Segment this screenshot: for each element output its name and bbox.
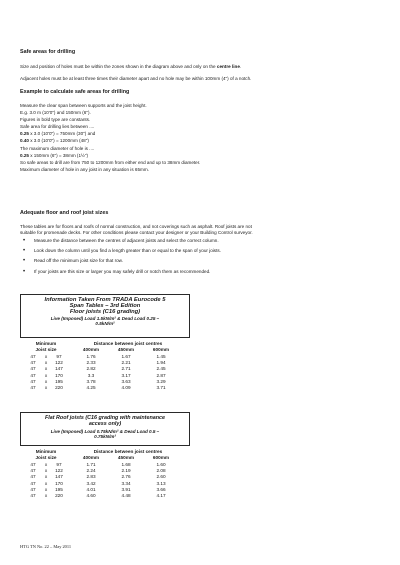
safe-areas-heading: Safe areas for drilling	[20, 49, 76, 55]
joist-sizes-heading: Adequate floor and roof joist sizes	[20, 210, 109, 216]
joist-width-cell: 47	[30, 487, 36, 492]
span-cell-450mm: 2.21	[121, 360, 131, 366]
span-cell-450mm: 2.76	[121, 474, 131, 480]
joist-depth-cell: 170	[55, 480, 63, 486]
column-header-joist-size: Joist size	[35, 455, 57, 461]
span-cell-450mm: 3.63	[121, 379, 131, 384]
span-cell-600mm: 4.17	[156, 493, 166, 499]
example-line	[20, 152, 200, 159]
column-header-spacing: 450mm	[117, 347, 135, 353]
span-cell-450mm: 3.17	[121, 372, 131, 378]
joist-depth-cell: 220	[55, 385, 63, 391]
span-cell-600mm: 3.29	[156, 379, 166, 384]
floor-joists-title: Floor joists (C16 grading)	[69, 309, 141, 315]
times-symbol: x	[44, 487, 48, 492]
example-calculation	[20, 102, 200, 173]
span-cell-600mm: 1.60	[156, 461, 166, 467]
span-cell-450mm: 1.68	[121, 461, 131, 467]
span-cell-400mm: 4.60	[86, 493, 96, 499]
constant-value: 0.25	[20, 152, 29, 158]
floor-load-text: Live (Imposed) Load 1.5kN/m² & Dead Load 0.25 –	[50, 316, 160, 321]
span-cell-600mm: 3.13	[156, 480, 166, 486]
joist-depth-cell: 147	[55, 474, 63, 480]
instruction-item: • Read off the minimum joist size for that row.	[22, 258, 382, 268]
example-line: Maximum diameter of hole in any joist in any situation is 65mm.	[20, 166, 149, 172]
times-symbol: x	[44, 480, 48, 486]
safe-areas-paragraph-2: Adjacent holes must be at least three times their diameter apart and no hole may be within 100mm (4") of a notch.	[20, 76, 252, 81]
example-heading: Example to calculate safe areas for drilling	[20, 89, 130, 95]
example-text: x 3.0 (10'0") = 750mm (30") and	[28, 131, 96, 137]
roof-load-text-2: 0.75kN/m²	[94, 434, 116, 439]
source-title: Information Taken From TRADA Eurocode 5	[44, 297, 166, 303]
span-cell-400mm: 2.82	[86, 366, 96, 372]
times-symbol: x	[44, 385, 48, 391]
joist-depth-cell: 147	[55, 366, 63, 372]
document-footer: HTG TN No. 22 – May 2011	[20, 544, 72, 549]
joist-depth-cell: 195	[55, 487, 63, 492]
joist-depth-cell: 122	[55, 468, 63, 474]
span-cell-450mm: 2.19	[121, 468, 131, 474]
joist-depth-cell: 170	[55, 372, 63, 378]
span-cell-600mm: 3.71	[156, 385, 166, 391]
span-cell-400mm: 2.83	[86, 474, 96, 480]
span-cell-600mm: 2.08	[156, 468, 166, 474]
example-text: x 150mm (6") = 38mm (1½")	[28, 152, 88, 158]
roof-load-text: Live (Imposed) Load 0.75kN/m² & Dead Load 0.5 –	[50, 429, 160, 434]
joist-width-cell: 47	[30, 379, 36, 384]
span-cell-400mm: 3.3	[87, 372, 95, 378]
joist-width-cell: 47	[30, 480, 36, 486]
instruction-item: • Measure the distance between the centres of adjacent joists and select the correct column.	[22, 238, 382, 248]
times-symbol: x	[44, 493, 48, 499]
column-header-spacing: 600mm	[152, 455, 170, 461]
joist-width-cell: 47	[30, 461, 36, 467]
joist-width-cell: 47	[30, 493, 36, 499]
column-header-spacing: 400mm	[82, 455, 100, 461]
times-symbol: x	[44, 360, 48, 366]
joist-depth-cell: 97	[56, 353, 62, 359]
span-cell-400mm: 3.42	[86, 480, 96, 486]
example-line: Safe area for drilling lies between ....	[20, 124, 95, 130]
example-line: Measure the clear span between supports and the joist height.	[20, 103, 147, 108]
span-cell-450mm: 3.91	[121, 487, 131, 492]
joist-width-cell: 47	[30, 468, 36, 474]
joist-depth-cell: 97	[56, 461, 62, 467]
constant-value: 0.40	[20, 138, 29, 144]
span-cell-600mm: 2.60	[156, 474, 166, 480]
span-cell-400mm: 4.25	[86, 385, 96, 391]
span-cell-400mm: 3.78	[86, 379, 96, 384]
para1-end: .	[239, 64, 242, 69]
constant-value: 0.25	[20, 131, 29, 137]
column-header-spacing: 600mm	[152, 347, 170, 353]
times-symbol: x	[44, 366, 48, 372]
column-header-distance: Distance between joist centres	[93, 341, 163, 346]
example-line: So safe areas to drill are from 750 to 1200mm from either end and up to 38mm diameter.	[20, 159, 201, 165]
example-line: Figures in bold type are constants.	[20, 117, 91, 123]
span-cell-450mm: 4.09	[121, 385, 131, 391]
times-symbol: x	[44, 474, 48, 480]
joist-width-cell: 47	[30, 385, 36, 391]
span-cell-600mm: 2.45	[156, 366, 166, 372]
safe-areas-paragraph-1	[20, 64, 241, 71]
para1-text: Size and position of holes must be within the zones shown in the diagram above and only on the	[20, 64, 217, 69]
instruction-list	[22, 238, 382, 279]
column-header-spacing: 450mm	[117, 455, 135, 461]
joist-width-cell: 47	[30, 366, 36, 372]
joist-sizes-intro-1: These tables are for floors and roofs of normal construction, and not coverings such as asphalt. Roof joists are not	[20, 224, 252, 229]
span-cell-400mm: 1.76	[86, 353, 96, 359]
times-symbol: x	[44, 461, 48, 467]
column-header-spacing: 400mm	[82, 347, 100, 353]
example-line	[20, 137, 200, 144]
span-cell-450mm: 3.34	[121, 480, 131, 486]
joist-width-cell: 47	[30, 372, 36, 378]
example-line: The maximum diameter of hole is ....	[20, 145, 95, 151]
span-cell-600mm: 1.94	[156, 360, 166, 366]
column-header-distance: Distance between joist centres	[93, 449, 163, 454]
example-line: E.g. 3.0 m (10'0") and 150mm (6").	[20, 110, 91, 116]
span-cell-400mm: 1.71	[86, 461, 96, 467]
span-cell-400mm: 2.24	[86, 468, 96, 474]
times-symbol: x	[44, 379, 48, 384]
roof-joists-title-box	[20, 412, 190, 446]
floor-load-text-2: 0.5kN/m²	[95, 321, 115, 326]
joist-depth-cell: 220	[55, 493, 63, 499]
roof-joists-title-2: access only)	[88, 421, 122, 427]
joist-width-cell: 47	[30, 360, 36, 366]
span-cell-400mm: 4.01	[86, 487, 96, 492]
roof-joists-title: Flat Roof joists (C16 grading with maintenance	[44, 415, 166, 421]
span-cell-450mm: 2.71	[121, 366, 131, 372]
span-cell-400mm: 2.33	[86, 360, 96, 366]
joist-depth-cell: 122	[55, 360, 63, 366]
joist-sizes-intro-2: suitable for promenade decks. For other conditions please contact your designer or your Building Control surveyor.	[20, 230, 253, 235]
times-symbol: x	[44, 372, 48, 378]
instruction-item: • Look down the column until you find a length greater than or equal to the span of your joists.	[22, 248, 382, 258]
example-text: x 3.0 (10'0") = 1200mm (48")	[28, 138, 89, 144]
column-header-minimum: Minimum	[35, 449, 57, 454]
example-line	[20, 130, 200, 137]
para1-bold-text: centre line	[216, 64, 240, 69]
span-cell-600mm: 3.66	[156, 487, 166, 492]
floor-joists-title-box	[20, 294, 190, 338]
times-symbol: x	[44, 353, 48, 359]
joist-width-cell: 47	[30, 474, 36, 480]
span-cell-600mm: 1.45	[156, 353, 166, 359]
joist-depth-cell: 195	[55, 379, 63, 384]
times-symbol: x	[44, 468, 48, 474]
column-header-minimum: Minimum	[35, 341, 57, 346]
edition-title: Span Tables – 3rd Edition	[69, 303, 141, 309]
instruction-item: • If your joists are this size or larger you may safely drill or notch them as recommended.	[22, 269, 382, 279]
joist-width-cell: 47	[30, 353, 36, 359]
column-header-joist-size: Joist size	[35, 347, 57, 353]
span-cell-450mm: 1.67	[121, 353, 131, 359]
span-cell-450mm: 4.48	[121, 493, 131, 499]
span-cell-600mm: 2.87	[156, 372, 166, 378]
